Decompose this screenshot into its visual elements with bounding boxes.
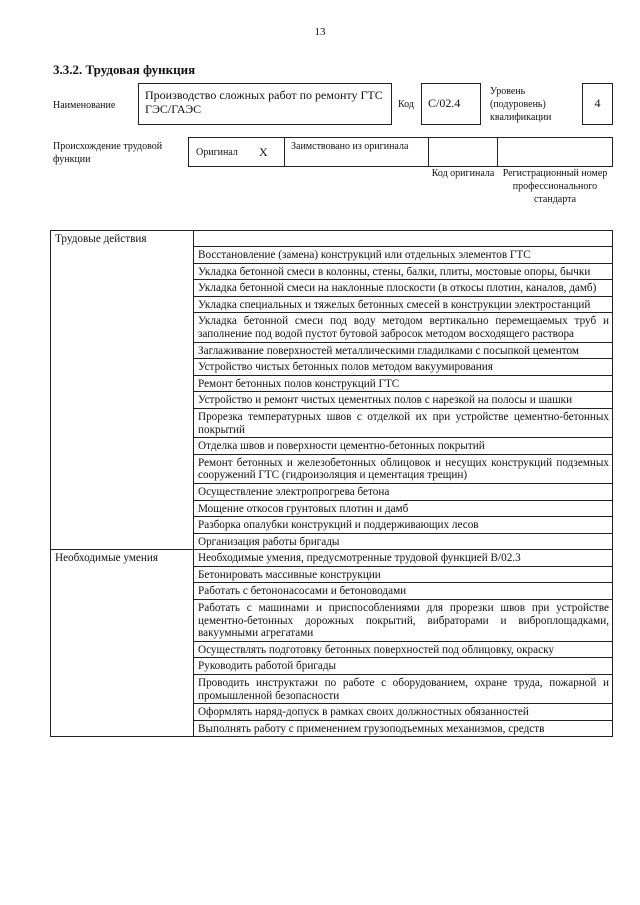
section-item: Ремонт бетонных полов конструкций ГТС xyxy=(194,375,613,392)
section-item: Мощение откосов грунтовых плотин и дамб xyxy=(194,500,613,517)
origin-label: Происхождение трудовой функции xyxy=(53,141,163,165)
section-item: Разборка опалубки конструкций и поддерживающих лесов xyxy=(194,517,613,534)
section-item: Прорезка температурных швов с отделкой их при устройстве цементно-бетонных покрытий xyxy=(194,408,613,437)
level-value: 4 xyxy=(594,96,601,110)
table-row xyxy=(51,550,613,567)
section-item: Бетонировать массивные конструкции xyxy=(194,566,613,583)
section-item: Отделка швов и поверхности цементно-бетонных покрытий xyxy=(194,438,613,455)
section-item: Выполнять работу с применением грузоподъемных механизмов, средств xyxy=(194,720,613,737)
section-item: Устройство и ремонт чистых цементных полов с нарезкой на полосы и шашки xyxy=(194,392,613,409)
section-item: Укладка специальных и тяжелых бетонных смесей в конструкции электростанций xyxy=(194,296,613,313)
section-item: Укладка бетонной смеси в колонны, стены, балки, плиты, мостовые опоры, бычки xyxy=(194,263,613,280)
section-item: Ремонт бетонных и железобетонных облицовок и несущих конструкций подземных сооружений ГТС (гидроизоляция и цементация трещин) xyxy=(194,454,613,483)
page-number: 13 xyxy=(314,26,326,38)
section-item: Осуществление электропрогрева бетона xyxy=(194,483,613,500)
level-value-box xyxy=(582,83,613,125)
section-item: Заглаживание поверхностей металлическими гладилками с посыпкой цементом xyxy=(194,342,613,359)
section-item: Осуществлять подготовку бетонных поверхностей под облицовку, окраску xyxy=(194,641,613,658)
section-item: Укладка бетонной смеси на наклонные плоскости (в откосы плотин, каналов, дамб) xyxy=(194,280,613,297)
section-item: Проводить инструктажи по работе с оборудованием, охране труда, пожарной и промышленной безопасности xyxy=(194,675,613,704)
reg-number-cell xyxy=(497,137,613,167)
section-item: Руководить работой бригады xyxy=(194,658,613,675)
name-label: Наименование xyxy=(53,100,116,111)
section-item: Работать с бетононасосами и бетоноводами xyxy=(194,583,613,600)
section-item: Работать с машинами и приспособлениями для прорезки швов при устройстве цементно-бетонных дорожных покрытий, вибраторами и виброплощадками, вакуумными агрегатами xyxy=(194,600,613,642)
name-value: Производство сложных работ по ремонту ГТС ГЭС/ГАЭС xyxy=(145,88,383,116)
code-value-box xyxy=(421,83,481,125)
name-value-box xyxy=(138,83,392,125)
labor-function-table xyxy=(50,230,613,737)
original-label: Оригинал xyxy=(196,147,238,158)
original-cell xyxy=(188,137,285,167)
section-item xyxy=(194,231,613,247)
section-item: Организация работы бригады xyxy=(194,533,613,550)
section-item: Укладка бетонной смеси под воду методом вертикально перемещаемых труб и заполнение под водой пустот бутовой забросок методом восходящего раствора xyxy=(194,313,613,342)
code-value: C/02.4 xyxy=(428,96,461,110)
section-item: Необходимые умения, предусмотренные трудовой функцией В/02.3 xyxy=(194,550,613,567)
section-item: Устройство чистых бетонных полов методом вакуумирования xyxy=(194,359,613,376)
section-title: 3.3.2. Трудовая функция xyxy=(53,62,196,77)
section-item: Восстановление (замена) конструкций или отдельных элементов ГТС xyxy=(194,247,613,264)
code-original-caption: Код оригинала xyxy=(431,168,495,179)
code-original-cell xyxy=(428,137,498,167)
table-row xyxy=(51,231,613,247)
reg-number-caption: Регистрационный номер профессионального стандарта xyxy=(502,168,608,205)
borrowed-label: Заимствовано из оригинала xyxy=(291,141,409,152)
section-category: Трудовые действия xyxy=(51,231,194,550)
borrowed-cell xyxy=(284,137,429,167)
original-mark: X xyxy=(259,145,268,159)
section-item: Оформлять наряд-допуск в рамках своих должностных обязанностей xyxy=(194,704,613,721)
code-label: Код xyxy=(398,99,414,110)
level-label: Уровень (подуровень) квалификации xyxy=(490,86,552,123)
section-category: Необходимые умения xyxy=(51,550,194,737)
